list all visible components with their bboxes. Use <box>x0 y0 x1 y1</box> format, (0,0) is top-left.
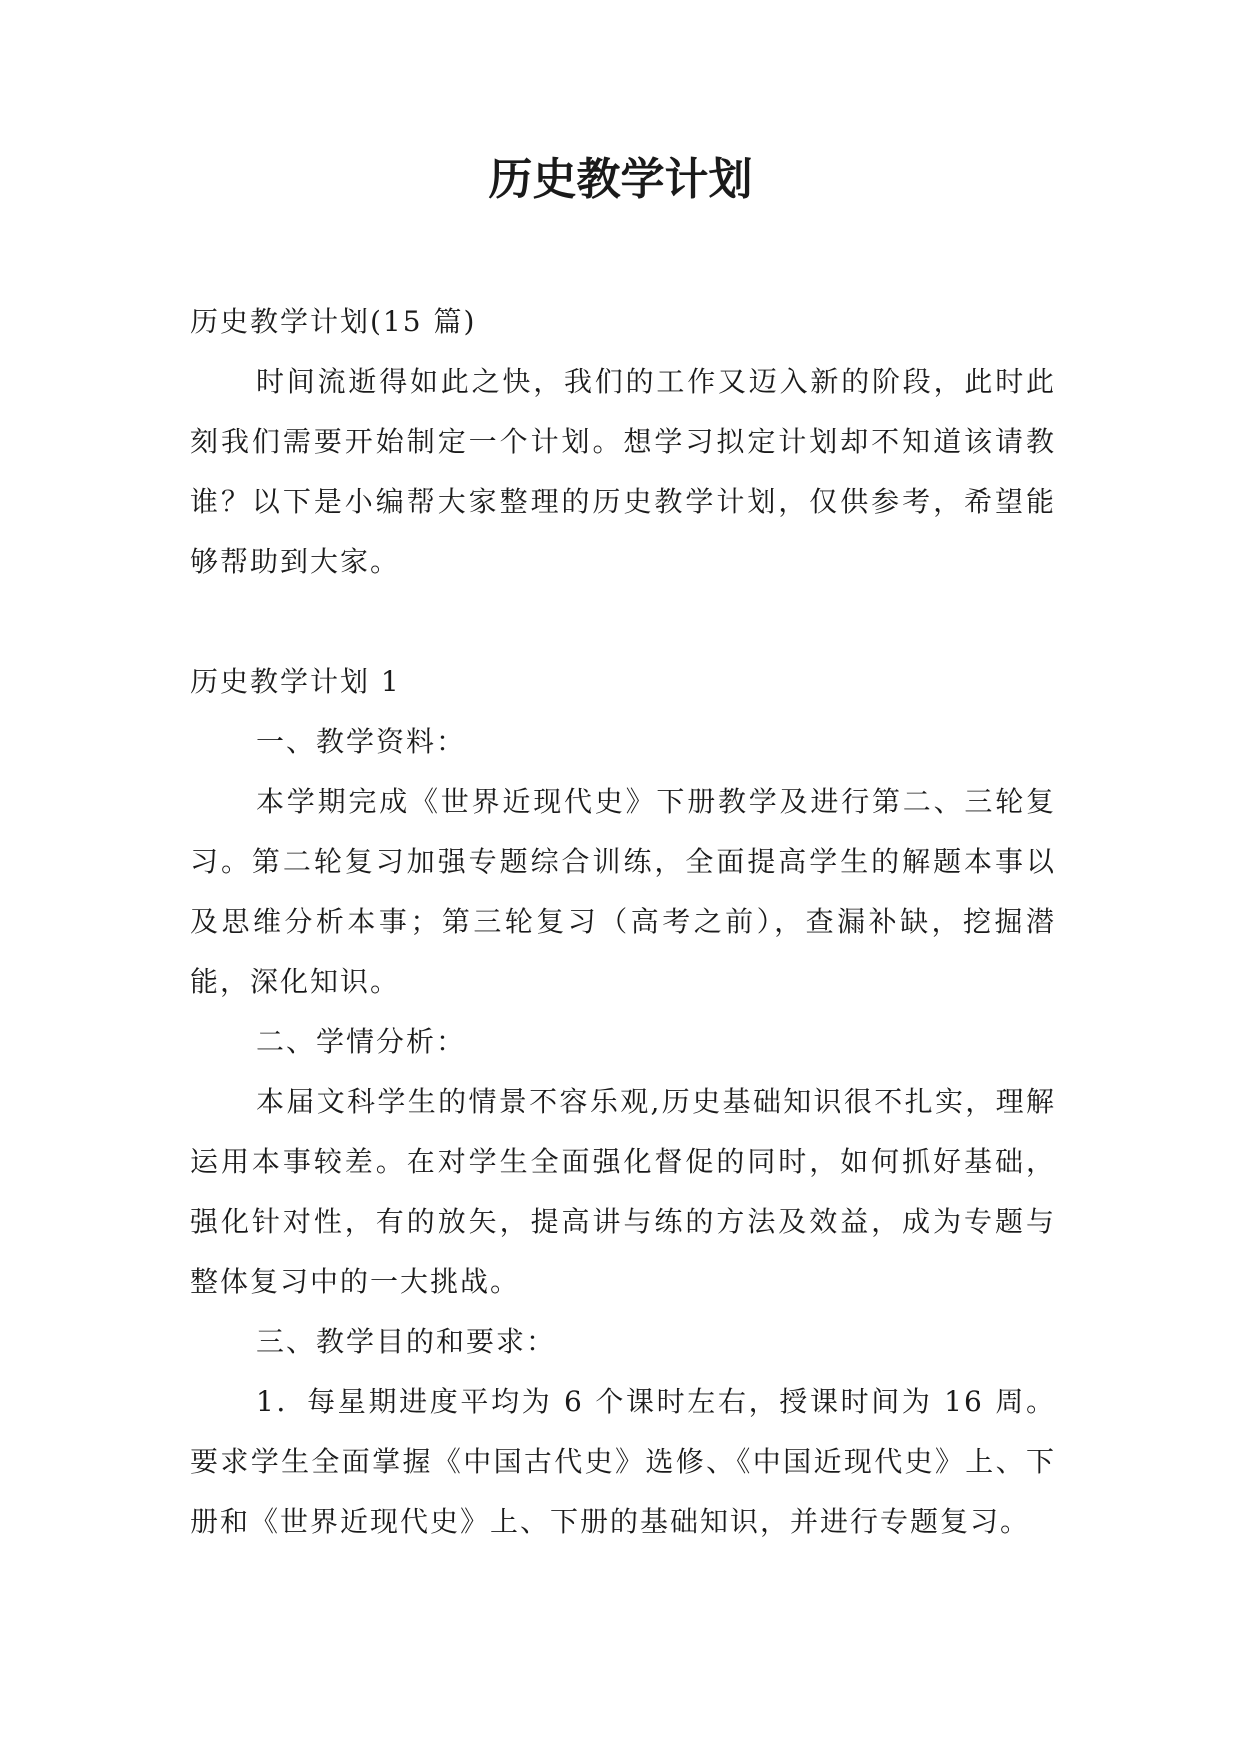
intro-paragraph: 时间流逝得如此之快，我们的工作又迈入新的阶段，此时此刻我们需要开始制定一个计划。想学习拟定计划却不知道该请教谁？以下是小编帮大家整理的历史教学计划，仅供参考，希望能够帮助到大家。 <box>190 365 1056 578</box>
part1-paragraph: 本学期完成《世界近现代史》下册教学及进行第二、三轮复习。第二轮复习加强专题综合训练，全面提高学生的解题本事以及思维分析本事；第三轮复习（高考之前），查漏补缺，挖掘潜能，深化知识。 <box>190 785 1056 998</box>
part2-paragraph: 本届文科学生的情景不容乐观,历史基础知识很不扎实，理解运用本事较差。在对学生全面强化督促的同时，如何抓好基础，强化针对性，有的放矢，提高讲与练的方法及效益，成为专题与整体复习中的一大挑战。 <box>190 1085 1056 1298</box>
document-subtitle: 历史教学计划(15 篇) <box>190 305 477 338</box>
section-spacer <box>190 592 1056 652</box>
part3-item-1: 1．每星期进度平均为 6 个课时左右，授课时间为 16 周。要求学生全面掌握《中国古代史》选修、《中国近现代史》上、下册和《世界近现代史》上、下册的基础知识，并进行专题复习。 <box>190 1385 1056 1538</box>
document-title: 历史教学计划 <box>488 154 753 205</box>
part2-heading: 二、学情分析： <box>256 1025 467 1058</box>
document-body <box>190 292 1056 1552</box>
part1-heading: 一、教学资料： <box>256 725 467 758</box>
section-heading: 历史教学计划 1 <box>190 665 401 698</box>
part3-heading: 三、教学目的和要求： <box>256 1325 557 1358</box>
